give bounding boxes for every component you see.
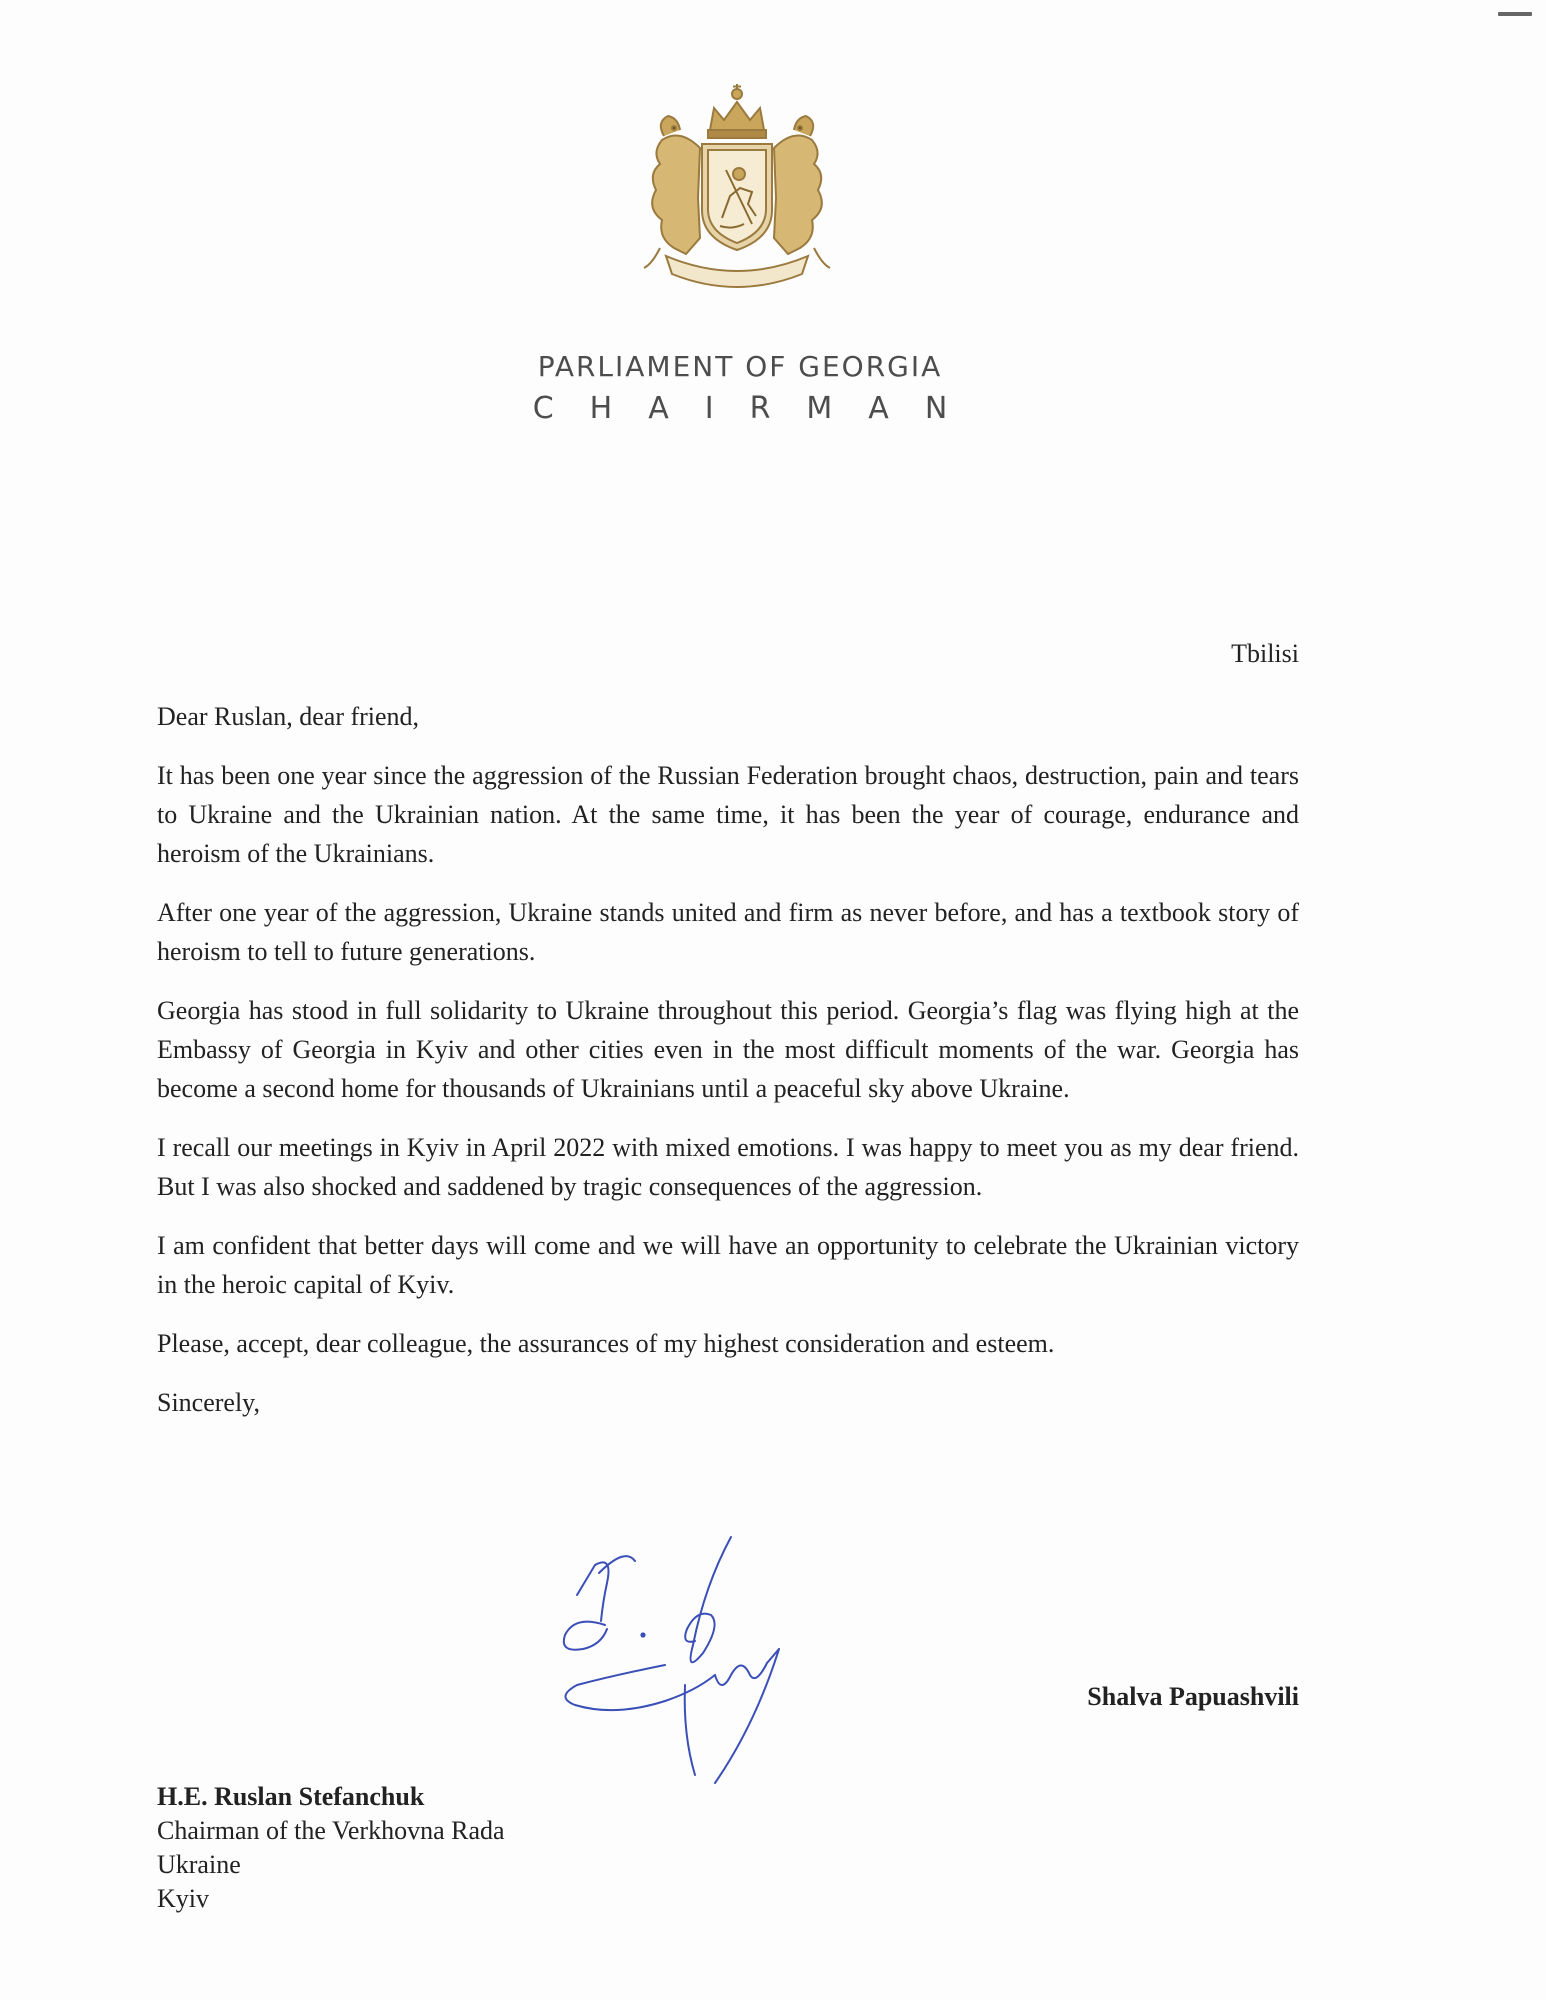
body-paragraph: I am confident that better days will come and we will have an opportunity to celebrate the Ukrainian victory in the heroic capital of Kyiv.: [157, 1231, 1299, 1299]
signature-icon: [535, 1525, 835, 1825]
salutation: Dear Ruslan, dear friend,: [157, 702, 420, 731]
letterhead-organization: PARLIAMENT OF GEORGIA: [537, 350, 943, 383]
letterhead: [450, 350, 1030, 430]
recipient-city: Kyiv: [157, 1884, 209, 1913]
signer-name: Shalva Papuashvili: [1087, 1682, 1299, 1711]
body-paragraph: After one year of the aggression, Ukraine stands united and firm as never before, and has a textbook story of heroism to tell to future generations.: [157, 898, 1299, 966]
body-paragraph: It has been one year since the aggression of the Russian Federation brought chaos, destruction, pain and tears to Ukraine and the Ukrainian nation. At the same time, it has been the year of courage, endurance and heroism of the Ukrainians.: [157, 761, 1299, 868]
letter-body: [157, 697, 1299, 1442]
body-paragraph: I recall our meetings in Kyiv in April 2022 with mixed emotions. I was happy to meet you as my dear friend. But I was also shocked and saddened by tragic consequences of the aggression.: [157, 1133, 1299, 1201]
coat-of-arms-icon: [622, 78, 852, 293]
letter-city: Tbilisi: [1231, 639, 1299, 668]
letterhead-role: CHAIRMAN: [532, 391, 984, 426]
scan-corner-mark: [1498, 12, 1532, 16]
recipient-block: [157, 1780, 505, 1916]
body-paragraph: Please, accept, dear colleague, the assurances of my highest consideration and esteem.: [157, 1329, 1055, 1358]
recipient-country: Ukraine: [157, 1850, 241, 1879]
recipient-name: H.E. Ruslan Stefanchuk: [157, 1782, 425, 1811]
recipient-title: Chairman of the Verkhovna Rada: [157, 1816, 505, 1845]
body-paragraph: Georgia has stood in full solidarity to Ukraine throughout this period. Georgia’s flag was flying high at the Embassy of Georgia in Kyiv and other cities even in the most difficult moments of the war. Georgia has become a second home for thousands of Ukrainians until a peaceful sky above Ukraine.: [157, 996, 1299, 1103]
closing: Sincerely,: [157, 1388, 260, 1417]
